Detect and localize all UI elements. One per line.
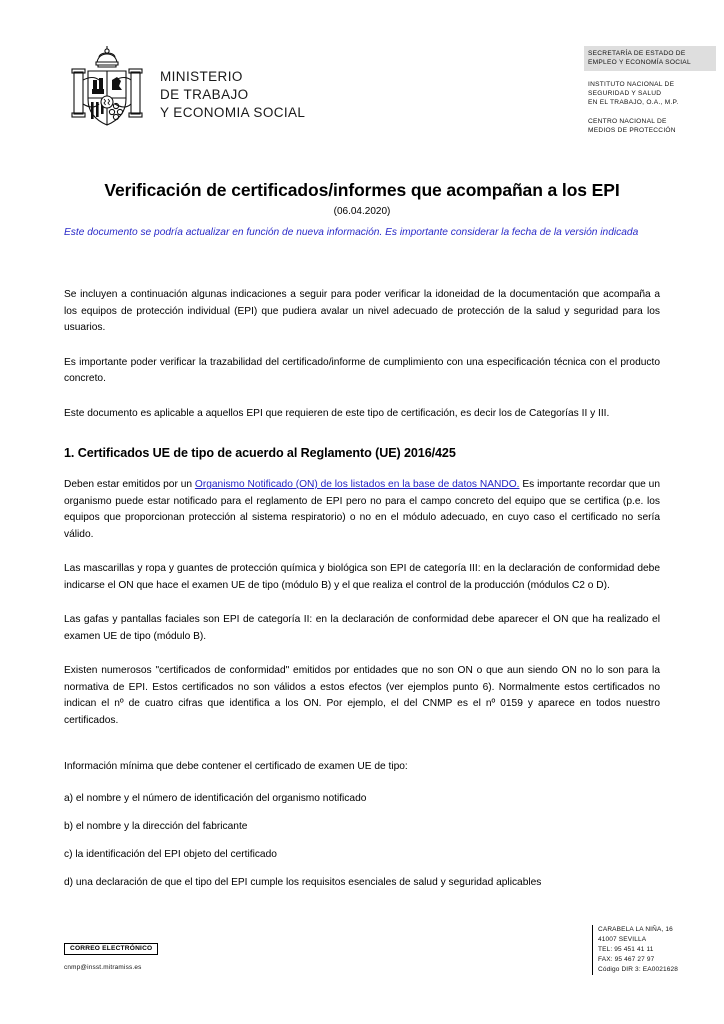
- page-title: Verificación de certificados/informes que acompañan a los EPI: [104, 180, 620, 200]
- intro-paragraph-1: Se incluyen a continuación algunas indicaciones a seguir para poder verificar la idoneidad de la documentación que acompaña a los equipos de protección individual (EPI) que pudiera avalar un nivel adecuado de protección de la salud y seguridad para los usuarios.: [64, 289, 660, 334]
- document-date: (06.04.2020): [333, 206, 391, 217]
- title-section: [0, 180, 724, 240]
- ministry-line-2: DE TRABAJO: [160, 86, 249, 102]
- nando-database-link[interactable]: Organismo Notificado (ON) de los listados en la base de datos NANDO.: [194, 479, 520, 491]
- footer-address-block: [592, 925, 716, 975]
- list-item: a) el nombre y el número de identificación del organismo notificado: [64, 792, 367, 804]
- paragraph-text-before-link: Deben estar emitidos por un: [64, 479, 195, 491]
- secretaria-de-estado: [584, 46, 716, 71]
- centro-nacional: [584, 117, 716, 136]
- section-1-paragraph-4: Existen numerosos "certificados de conformidad" emitidos por entidades que no son ON o que aun siendo ON no lo son para la normativa de EPI. Estos certificados no son válidos a estos efectos (ver ejemplos punto 6). Normalmente estos certificados no indican el nº de cuatro cifras que identifica a los ON. Por ejemplo, el del CNMP es el nº 0159 y aparece en todos nuestro certificados.: [64, 665, 660, 726]
- ministry-brand: [68, 44, 305, 136]
- instituto-line-2: SEGURIDAD Y SALUD: [588, 90, 662, 98]
- address-fax: FAX: 95 467 27 97: [598, 956, 655, 964]
- version-note: Este documento se podría actualizar en función de nueva información. Es importante considerar la fecha de la versión indicada: [64, 227, 639, 238]
- instituto-line-3: EN EL TRABAJO, O.A., M.P.: [588, 99, 679, 107]
- section-1-heading: 1. Certificados UE de tipo de acuerdo al Reglamento (UE) 2016/425: [64, 446, 456, 461]
- instituto-nacional: [584, 80, 716, 108]
- address-street: CARABELA LA NIÑA, 16: [598, 926, 673, 933]
- footer-email-block: [64, 937, 264, 971]
- list-item: d) una declaración de que el tipo del EPI cumple los requisitos esenciales de salud y seguridad aplicables: [64, 877, 542, 889]
- ministry-line-1: MINISTERIO: [160, 69, 243, 84]
- address-city: 41007 SEVILLA: [598, 936, 647, 944]
- contact-email[interactable]: cnmp@insst.mitramiss.es: [64, 964, 142, 971]
- intro-paragraph-2: Es importante poder verificar la trazabilidad del certificado/informe de cumplimiento con una especificación técnica con el producto concreto.: [64, 356, 660, 385]
- centro-line-2: MEDIOS DE PROTECCIÓN: [588, 127, 676, 135]
- secretaria-line-1: SECRETARÍA DE ESTADO DE: [588, 50, 686, 57]
- section-1-paragraph-1: [64, 477, 660, 543]
- address-dir3-code: Código DIR 3: EA0021628: [598, 966, 679, 974]
- ministry-line-3: Y ECONOMIA SOCIAL: [160, 104, 306, 120]
- address-phone: TEL: 95 451 41 11: [598, 946, 654, 954]
- instituto-line-1: INSTITUTO NACIONAL DE: [588, 80, 675, 88]
- section-1-paragraph-3: Las gafas y pantallas faciales son EPI de categoría II: en la declaración de conformidad debe aparecer el ON que ha realizado el examen UE de tipo (módulo B).: [64, 614, 660, 642]
- paragraph-text-after-link: Es importante recordar que un organismo puede estar notificado para el reglamento de EPI pero no para el campo concreto del equipo que se certifica (p.e. los equipos que proporcionan protección al sistema respiratorio) o no en el módulo adecuado, en cuyo caso el certificado no sería válido.: [64, 479, 661, 540]
- document-header: [0, 44, 724, 164]
- ministry-name: [160, 68, 305, 121]
- centro-line-1: CENTRO NACIONAL DE: [588, 117, 667, 125]
- organisation-block: [584, 46, 716, 145]
- list-item: c) la identificación del EPI objeto del certificado: [64, 849, 277, 861]
- section-1-paragraph-2: Las mascarillas y ropa y guantes de protección química y biológica son EPI de categoría III: en la declaración de conformidad debe indicarse el ON que hace el examen UE de tipo (módulo B) y el que realiza el control de la producción (módulos C2 o D).: [64, 563, 660, 591]
- correo-electronico-label: CORREO ELECTRÓNICO: [64, 943, 158, 955]
- document-body: [64, 287, 660, 904]
- intro-paragraph-3: Este documento es aplicable a aquellos EPI que requieren de este tipo de certificación, es decir los de Categorías II y III.: [64, 407, 610, 419]
- minimum-information-intro: Información mínima que debe contener el certificado de examen UE de tipo:: [64, 761, 408, 773]
- coat-of-arms-of-spain-icon: [68, 44, 146, 136]
- secretaria-line-2: EMPLEO Y ECONOMÍA SOCIAL: [588, 59, 691, 67]
- list-item: b) el nombre y la dirección del fabricante: [64, 820, 248, 832]
